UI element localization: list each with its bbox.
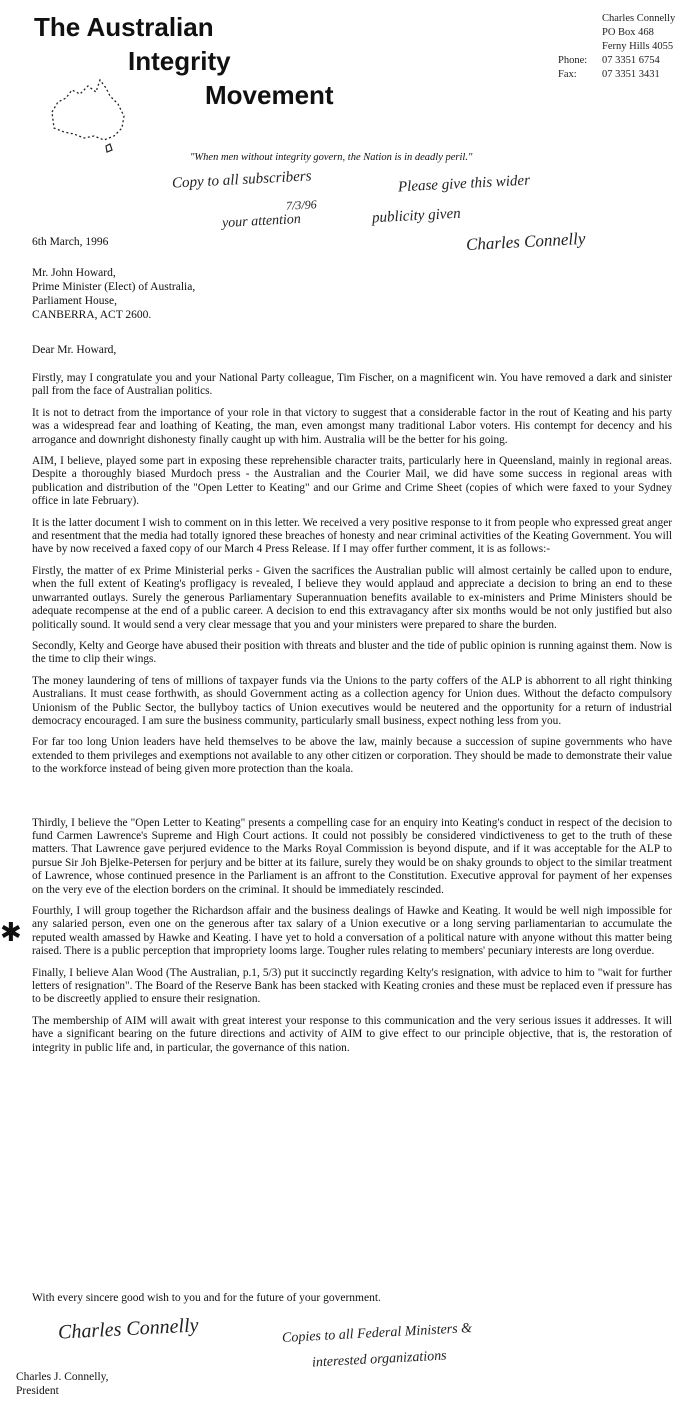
signer-block: [16, 1370, 109, 1398]
paragraph: The membership of AIM will await with great interest your response to this communication and the very serious issues it addresses. It will have a significant bearing on the future directions and activity of AIM to give effect to our principle objective, that is, the restoration of integrity in public life and, in particular, the governance of this nation.: [32, 1014, 672, 1054]
handwritten-footer-note-2: interested organizations: [311, 1348, 447, 1371]
paragraph: It is the latter document I wish to comment on in this letter. We received a very positive response to it from people who expressed great anger and resentment that the media had totally ignored these breaches of honesty and near criminal activities of the Keating Government. You will have by now received a faxed copy of our March 4 Press Release. If I may offer further comment, it is as follows:-: [32, 516, 672, 556]
paragraph: Firstly, the matter of ex Prime Ministerial perks - Given the sacrifices the Australian public will almost certainly be called upon to endure, when the full extent of Keating's profligacy is revealed, I believe they would applaud and appreciate a decision to bring an end to these unwarranted outlays. Surely the generous Parliamentary Superannuation benefits available to ex-ministers and Prime Ministers should be adequate recompense at the end of a public career. A decision to end this extravagancy after six months would be not only justified but also politically sound. It would send a very clear message that you and your ministers were prepared to share the burden.: [32, 564, 672, 631]
handwritten-footer-note-1: Copies to all Federal Ministers &: [281, 1321, 473, 1346]
contact-block: [558, 12, 675, 82]
handwritten-signature-top: Charles Connelly: [465, 228, 586, 255]
handwritten-signature: Charles Connelly: [57, 1314, 200, 1344]
motto: "When men without integrity govern, the Nation is in deadly peril.": [190, 152, 473, 163]
signer-name: Charles J. Connelly,: [16, 1371, 109, 1383]
paragraph: Firstly, may I congratulate you and your National Party colleague, Tim Fischer, on a magnificent win. You have removed a dark and sinister pall from the face of Australian politics.: [32, 372, 672, 398]
address-line: Mr. John Howard,: [32, 267, 116, 279]
handwritten-note-1: Copy to all subscribers: [171, 168, 312, 192]
paragraph: Fourthly, I will group together the Richardson affair and the business dealings of Hawke and Keating. It would be well nigh impossible for any salaried person, even one on the generous after tax salary of a Union executive or a long serving parliamentarian to accumulate the reputed wealth amassed by Hawke and Keating. I have yet to hold a conversation of a political nature with anyone without this matter being raised. There is a public perception that impropriety looms large. Tougher rules relating to members' pecuniary interests are long overdue.: [32, 905, 672, 958]
paragraph: Thirdly, I believe the "Open Letter to Keating" presents a compelling case for an enquiry into Keating's conduct in respect of the decision to fund Carmen Lawrence's Supreme and High Court actions. It could not possibly be considered vindictiveness to get to the truth of these matters. That Lawrence gave perjured evidence to the Marks Royal Commission is beyond dispute, and if it was acceptable for the ALP to pursue Sir Joh Bjelke-Petersen for perjury and be bitter at its failure, surely they would be on shaky grounds to object to the similar treatment of Lawrence, whose continued presence in the Parliament is an affront to the Constitution. Executive approval for payment of her expenses on the very eve of the election borders on the criminal. It should be immediately rescinded.: [32, 816, 672, 896]
contact-po-box: PO Box 468: [602, 27, 654, 38]
signer-title: President: [16, 1385, 59, 1397]
paragraph: AIM, I believe, played some part in exposing these reprehensible character traits, particularly here in Queensland, mainly in regional areas. Despite a thoroughly biased Murdoch press - the Australian and the Courier Mail, we did have some success in regional areas with publication and distribution of the "Open Letter to Keating" and our Grime and Crime Sheet (copies of which were faxed to your Sydney office in late February).: [32, 455, 672, 508]
closing-line: With every sincere good wish to you and for the future of your government.: [32, 1292, 381, 1304]
handwritten-note-2: Please give this wider: [397, 172, 531, 196]
address-line: Parliament House,: [32, 295, 117, 307]
paragraph: The money laundering of tens of millions of taxpayer funds via the Unions to the party coffers of the ALP is abhorrent to all right thinking Australians. It must cease forthwith, as should Government acting as a collection agency for Union dues. Without the defacto compulsory Unionism of the Public Sector, the bullyboy tactics of Union executives would be neutered and the opportunity for a return of industrial democracy encouraged. I am sure the business community, particularly small business, expect nothing less from you.: [32, 674, 672, 727]
paragraph: Secondly, Kelty and George have abused their position with threats and bluster and the tide of public opinion is running against them. Now is the time to clip their wings.: [32, 639, 672, 666]
org-name-line-3: Movement: [205, 80, 334, 110]
contact-fax: Fax: 07 3351 3431: [558, 69, 660, 80]
salutation: Dear Mr. Howard,: [32, 344, 117, 356]
australia-map-logo: [44, 74, 136, 166]
contact-phone: Phone: 07 3351 6754: [558, 55, 660, 66]
contact-suburb: Ferny Hills 4055: [602, 41, 674, 52]
handwritten-date: 7/3/96: [285, 197, 317, 213]
paragraph: For far too long Union leaders have held themselves to be above the law, mainly because a succession of supine governments who have extended to them privileges and exemptions not available to any other citizen or corporation. They should be made to demonstrate their value to the workforce instead of being given more protection than the koala.: [32, 736, 672, 776]
handwritten-note-3: your attention: [221, 211, 302, 232]
address-line: Prime Minister (Elect) of Australia,: [32, 281, 196, 293]
org-name-line-1: The Australian: [34, 12, 214, 42]
paragraph: It is not to detract from the importance of your role in that victory to suggest that a considerable factor in the rout of Keating and his party was a widespread fear and loathing of Keating, the man, even amongst many traditional Labor voters. His contempt for decency and his arrogance and downright dishonesty finally caught up with him. Australia will be the better for his going.: [32, 406, 672, 446]
handwritten-note-4: publicity given: [371, 205, 462, 227]
address-line: CANBERRA, ACT 2600.: [32, 309, 152, 321]
paragraph: Finally, I believe Alan Wood (The Australian, p.1, 5/3) put it succinctly regarding Kelty's resignation, with advice to him to "wait for further letters of resignation". The Board of the Reserve Bank has been stacked with Keating cronies and these must be replaced even if pressure has to be discreetly applied to ensure their resignation.: [32, 966, 672, 1006]
asterisk-margin-mark: ✱: [0, 918, 22, 947]
org-name-line-2: Integrity: [128, 46, 231, 76]
contact-name: Charles Connelly: [602, 13, 676, 24]
letter-date: 6th March, 1996: [32, 236, 109, 248]
recipient-address: [32, 266, 195, 322]
letter-body: [32, 372, 672, 1063]
